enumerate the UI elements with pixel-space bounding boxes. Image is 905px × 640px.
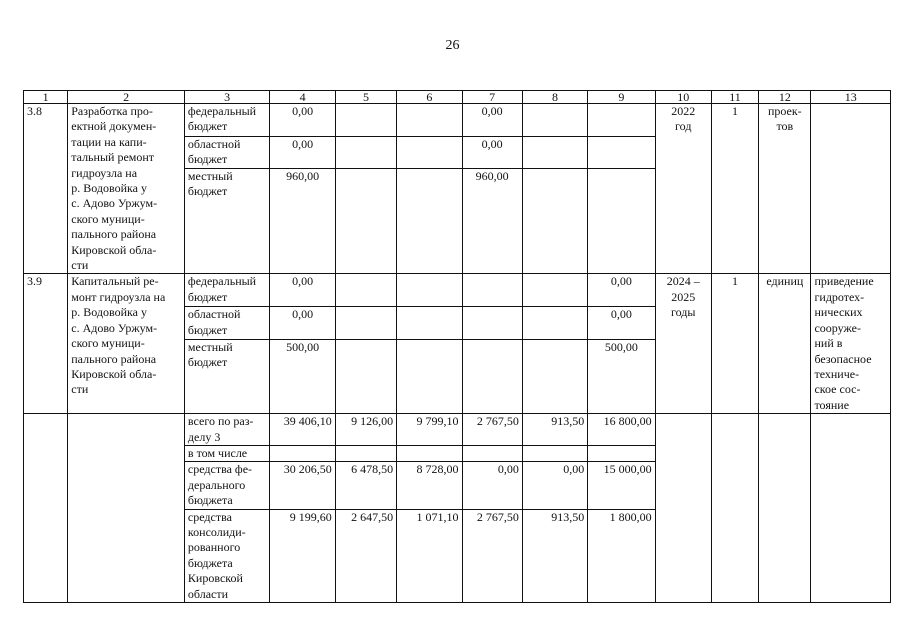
value-cell: 0,00: [270, 136, 335, 169]
value-cell: 0,00: [270, 307, 335, 340]
value-cell: 9 126,00: [335, 414, 396, 446]
column-header: 9: [588, 91, 655, 104]
including-label: в том числе: [184, 445, 269, 461]
column-header: 4: [270, 91, 335, 104]
value-cell: 0,00: [588, 307, 655, 340]
value-cell: 0,00: [270, 104, 335, 137]
source-label: федеральный бюджет: [184, 104, 269, 137]
result-cell: приведение гидротех- нических сооруже- ний в безопасное техниче- ское сос- тояние: [811, 274, 891, 414]
value-cell: 39 406,10: [270, 414, 335, 446]
total-label: средства фе- дерального бюджета: [184, 462, 269, 509]
unit-cell: единиц: [759, 274, 811, 414]
value-cell: 9 799,10: [397, 414, 462, 446]
source-label: областной бюджет: [184, 136, 269, 169]
header-row: [24, 91, 891, 104]
program-table: [23, 90, 891, 603]
value-cell: 2 767,50: [462, 509, 522, 602]
value-cell: 960,00: [270, 169, 335, 274]
unit-cell: проек- тов: [759, 104, 811, 274]
value-cell: 16 800,00: [588, 414, 655, 446]
value-cell: 0,00: [462, 462, 522, 509]
quantity-cell: 1: [711, 274, 758, 414]
value-cell: 0,00: [462, 136, 522, 169]
column-header: 10: [655, 91, 711, 104]
row-number: 3.9: [24, 274, 68, 414]
source-label: местный бюджет: [184, 339, 269, 413]
value-cell: 913,50: [522, 414, 587, 446]
column-header: 7: [462, 91, 522, 104]
value-cell: 30 206,50: [270, 462, 335, 509]
quantity-cell: 1: [711, 104, 758, 274]
year-cell: 2024 – 2025 годы: [655, 274, 711, 414]
column-header: 1: [24, 91, 68, 104]
value-cell: 15 000,00: [588, 462, 655, 509]
column-header: 11: [711, 91, 758, 104]
value-cell: 1 071,10: [397, 509, 462, 602]
table-row: [24, 104, 891, 137]
page-number: 26: [445, 38, 460, 53]
column-header: 6: [397, 91, 462, 104]
column-header: 8: [522, 91, 587, 104]
value-cell: 2 647,50: [335, 509, 396, 602]
value-cell: 9 199,60: [270, 509, 335, 602]
total-label: средства консолиди- рованного бюджета Кировской области: [184, 509, 269, 602]
source-label: федеральный бюджет: [184, 274, 269, 307]
value-cell: 960,00: [462, 169, 522, 274]
source-label: местный бюджет: [184, 169, 269, 274]
result-cell: [811, 104, 891, 274]
column-header: 2: [68, 91, 185, 104]
column-header: 5: [335, 91, 396, 104]
value-cell: 913,50: [522, 509, 587, 602]
column-header: 12: [759, 91, 811, 104]
value-cell: 0,00: [270, 274, 335, 307]
table-row: [24, 414, 891, 446]
total-label: всего по раз- делу 3: [184, 414, 269, 446]
column-header: 3: [184, 91, 269, 104]
measure-name: Капитальный ре- монт гидроузла на р. Водовойка у с. Адово Уржум- ского муници- пального района Кировской обла- сти: [68, 274, 185, 414]
value-cell: 0,00: [522, 462, 587, 509]
year-cell: 2022 год: [655, 104, 711, 274]
source-label: областной бюджет: [184, 307, 269, 340]
value-cell: 2 767,50: [462, 414, 522, 446]
value-cell: 0,00: [588, 274, 655, 307]
value-cell: 1 800,00: [588, 509, 655, 602]
value-cell: 500,00: [588, 339, 655, 413]
measure-name: Разработка про- ектной докумен- тации на капи- тальный ремонт гидроузла на р. Водовойка у с. Адово Уржум- ского муници- пального района Кировской обла- сти: [68, 104, 185, 274]
value-cell: 8 728,00: [397, 462, 462, 509]
value-cell: 500,00: [270, 339, 335, 413]
row-number: 3.8: [24, 104, 68, 274]
table-row: [24, 274, 891, 307]
column-header: 13: [811, 91, 891, 104]
value-cell: 6 478,50: [335, 462, 396, 509]
value-cell: 0,00: [462, 104, 522, 137]
